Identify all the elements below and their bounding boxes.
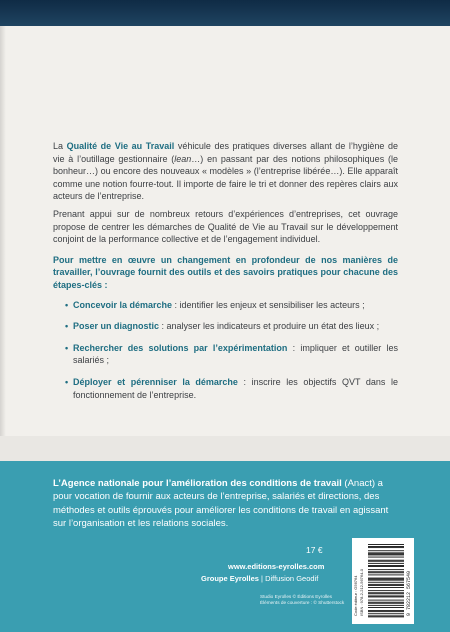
- barcode-bar: [368, 557, 404, 558]
- bullet-icon: •: [65, 321, 69, 332]
- barcode-bar: [368, 547, 404, 548]
- barcode-bar: [368, 560, 404, 561]
- barcode-bars: [368, 544, 404, 617]
- barcode-bar: [368, 555, 404, 556]
- key-steps-list: [53, 299, 398, 402]
- description-text: [53, 140, 398, 410]
- barcode-bar: [368, 582, 404, 583]
- barcode-bar: [368, 615, 404, 616]
- anact-paragraph: L’Agence nationale pour l’amélioration des conditions de travail (Anact) a pour vocation de fournir aux acteurs de l’entreprise, salariés et directions, des méthodes et outils éprouvés pour améliorer les conditions de travail en agissant sur l’organisation et les relations sociales.: [53, 478, 389, 530]
- barcode-bar: [368, 553, 404, 554]
- list-item: • Poser un diagnostic : analyser les indicateurs et produire un état des lieux ;: [65, 321, 380, 332]
- barcode-digits: 9 782212 567540: [406, 570, 412, 616]
- barcode-bar: [368, 569, 404, 570]
- lead-paragraph: Pour mettre en œuvre un changement en profondeur de nos manières de travailler, l’ouvrage fournit des outils et des savoirs pratiques pour chacune des étapes-clés :: [53, 254, 398, 290]
- bullet-icon: •: [65, 342, 69, 353]
- barcode-bar: [368, 566, 404, 567]
- price-label: 17 €: [306, 545, 323, 555]
- separator-strip: [0, 436, 450, 461]
- barcode-bar: [368, 613, 404, 614]
- barcode-bar: [368, 563, 404, 564]
- barcode-bar: [368, 590, 404, 591]
- barcode-bar: [368, 561, 404, 562]
- barcode-bar: [368, 552, 404, 553]
- publisher-line: Groupe Eyrolles | Diffusion Geodif: [201, 574, 319, 583]
- intro-paragraph: La Qualité de Vie au Travail véhicule des pratiques diverses allant de l’hygiène de vie à l’outillage gestionnaire (lean…) en passant par des notions philosophiques (le bonheur…) ou encore des nouveaux « modèles » (l’entreprise libérée…). Elle apparaît comme une notion fourre-tout. Il importe de faire le tri et donner des repères clairs aux acteurs de l’entreprise.: [53, 141, 399, 202]
- distributor: Diffusion Geodif: [265, 574, 319, 583]
- spine-shadow: [0, 26, 6, 436]
- barcode-bar: [368, 572, 404, 573]
- barcode-bar: [368, 593, 404, 594]
- barcode-bar: [368, 587, 404, 588]
- barcode-bar: [368, 546, 404, 547]
- barcode-bar: [368, 611, 404, 612]
- lean-italic: lean: [174, 153, 192, 164]
- barcode-bar: [368, 595, 404, 596]
- barcode-bar: [368, 578, 404, 579]
- barcode-bar: [368, 597, 404, 598]
- barcode-bar: [368, 579, 404, 580]
- barcode-bar: [368, 603, 404, 604]
- credits: Studio Eyrolles © Éditions Eyrolles Éléments de couverture : © Shutterstock: [260, 594, 345, 606]
- isbn-barcode: [352, 538, 414, 624]
- paragraph-2: Prenant appui sur de nombreux retours d’expériences d’entreprises, cet ouvrage propose de centrer les démarches de Qualité de Vie au Travail sur le développement conjoint de la performance collective et de l’engagement individuel.: [53, 208, 398, 245]
- barcode-bar: [368, 571, 404, 572]
- barcode-bar: [368, 607, 404, 608]
- barcode-bar: [368, 600, 404, 601]
- barcode-bar: [368, 584, 404, 585]
- barcode-bar: [368, 585, 404, 586]
- top-color-band: [0, 0, 450, 26]
- barcode-bar: [368, 580, 404, 581]
- list-item: • Déployer et pérenniser la démarche : inscrire les objectifs QVT dans le fonctionnement de l’entreprise.: [65, 376, 398, 400]
- barcode-bar: [368, 574, 404, 575]
- isbn-text: ISBN : 978-2-212-56764-0: [359, 569, 364, 616]
- publisher-group: Groupe Eyrolles: [201, 574, 259, 583]
- bullet-icon: •: [65, 299, 69, 310]
- list-item: • Concevoir la démarche : identifier les enjeux et sensibiliser les acteurs ;: [65, 299, 365, 310]
- website-link[interactable]: www.editions-eyrolles.com: [228, 562, 325, 571]
- code-editeur-text: Code éditeur : G56764: [353, 575, 358, 616]
- barcode-bar: [368, 602, 404, 603]
- barcode-graphic: [352, 538, 414, 624]
- barcode-bar: [368, 544, 404, 545]
- barcode-bar: [368, 616, 404, 617]
- barcode-bar: [368, 550, 404, 551]
- barcode-bar: [368, 592, 404, 593]
- list-item: • Rechercher des solutions par l’expérimentation : impliquer et outiller les salariés ;: [65, 342, 398, 366]
- barcode-bar: [368, 605, 404, 606]
- bullet-icon: •: [65, 376, 69, 387]
- barcode-bar: [368, 610, 404, 611]
- qvt-bold-term: Qualité de Vie au Travail: [66, 141, 175, 151]
- barcode-bar: [368, 565, 404, 566]
